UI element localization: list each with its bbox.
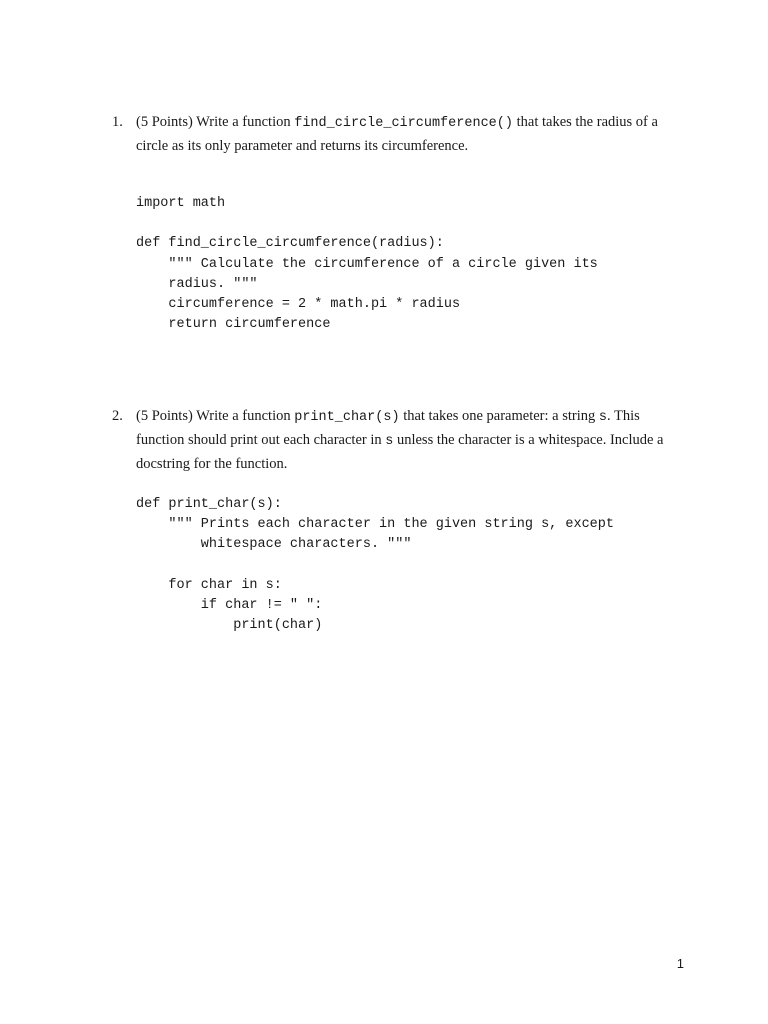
code-line: def find_circle_circumference(radius):	[136, 236, 444, 252]
question-1-code-block	[136, 194, 598, 335]
question-1-points: (5 Points)	[136, 114, 193, 130]
question-2-text-before: Write a function	[196, 408, 291, 424]
question-2	[112, 405, 682, 475]
question-1-function-name: find_circle_circumference()	[294, 116, 513, 131]
question-2-param-1: s	[598, 410, 607, 425]
code-line: for char in s:	[136, 577, 282, 593]
question-2-param-2: s	[385, 434, 394, 449]
question-2-number: 2.	[112, 408, 123, 424]
code-line: circumference = 2 * math.pi * radius	[136, 296, 461, 312]
question-1-text-before: Write a function	[196, 114, 291, 130]
code-line: """ Calculate the circumference of a circle given its	[136, 256, 598, 272]
code-line: """ Prints each character in the given string s, except	[136, 517, 614, 533]
page-number: 1	[676, 956, 684, 971]
question-2-text-mid2: . This function should print out each character in	[136, 408, 640, 448]
question-1	[112, 111, 682, 157]
code-line	[136, 556, 614, 576]
code-line	[136, 214, 598, 234]
question-2-function-name: print_char(s)	[294, 410, 400, 425]
question-1-prompt	[136, 111, 682, 157]
code-line: if char != " ":	[136, 597, 323, 613]
code-line: def print_char(s):	[136, 497, 282, 512]
code-line: whitespace characters. """	[136, 537, 412, 553]
question-2-text-after: unless the character is a whitespace. Include a docstring for the function.	[136, 432, 664, 472]
code-line: print(char)	[136, 618, 323, 634]
question-2-text-mid1: that takes one parameter: a string	[403, 408, 596, 424]
question-2-prompt	[136, 405, 682, 475]
question-2-points: (5 Points)	[136, 408, 193, 424]
code-line: radius. """	[136, 276, 258, 292]
question-1-text-after: that takes the radius of a circle as its only parameter and returns its circumference.	[136, 114, 658, 154]
question-1-number: 1.	[112, 114, 123, 130]
code-line: import math	[136, 196, 226, 211]
code-line: return circumference	[136, 317, 331, 333]
question-2-code-block	[136, 495, 614, 636]
